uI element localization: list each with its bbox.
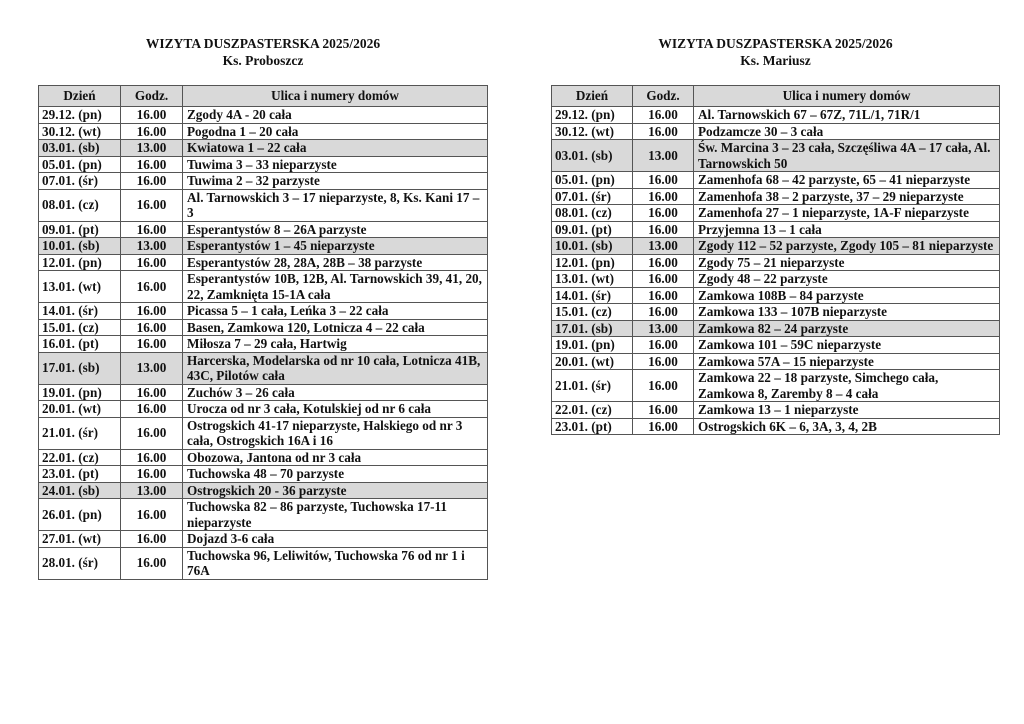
cell-time: 16.00 [633, 254, 694, 271]
cell-time: 16.00 [121, 173, 183, 190]
table-row [39, 352, 488, 384]
cell-time: 16.00 [633, 271, 694, 288]
cell-address: Zuchów 3 – 26 cała [183, 384, 488, 401]
cell-address: Esperantystów 28, 28A, 28B – 38 parzyste [183, 254, 488, 271]
cell-address: Zgody 48 – 22 parzyste [694, 271, 1000, 288]
cell-time: 16.00 [633, 304, 694, 321]
cell-address: Pogodna 1 – 20 cała [183, 123, 488, 140]
table-row [39, 336, 488, 353]
cell-time: 16.00 [121, 336, 183, 353]
cell-time: 16.00 [121, 189, 183, 221]
cell-time: 13.00 [121, 352, 183, 384]
cell-address: Zamkowa 101 – 59C nieparzyste [694, 337, 1000, 354]
cell-address: Kwiatowa 1 – 22 cała [183, 140, 488, 157]
cell-time: 13.00 [121, 140, 183, 157]
cell-day: 29.12. (pn) [552, 107, 633, 124]
table-row [39, 156, 488, 173]
table-header-row [39, 86, 488, 107]
cell-time: 16.00 [633, 287, 694, 304]
table-row [39, 189, 488, 221]
cell-day: 12.01. (pn) [39, 254, 121, 271]
cell-address: Picassa 5 – 1 cała, Leńka 3 – 22 cała [183, 303, 488, 320]
cell-time: 16.00 [121, 123, 183, 140]
cell-day: 05.01. (pn) [552, 172, 633, 189]
cell-address: Tuchowska 82 – 86 parzyste, Tuchowska 17-11 nieparzyste [183, 499, 488, 531]
cell-day: 23.01. (pt) [552, 418, 633, 435]
table-row [39, 547, 488, 579]
cell-address: Esperantystów 10B, 12B, Al. Tarnowskich 39, 41, 20, 22, Zamknięta 15-1A cała [183, 271, 488, 303]
schedule-title: WIZYTA DUSZPASTERSKA 2025/2026 [145, 36, 381, 51]
table-row [552, 140, 1000, 172]
cell-day: 09.01. (pt) [39, 221, 121, 238]
cell-time: 16.00 [121, 384, 183, 401]
cell-day: 26.01. (pn) [39, 499, 121, 531]
cell-address: Tuchowska 96, Leliwitów, Tuchowska 76 od nr 1 i 76A [183, 547, 488, 579]
schedule-title: WIZYTA DUSZPASTERSKA 2025/2026 [658, 36, 893, 51]
table-row [552, 254, 1000, 271]
table-row [552, 221, 1000, 238]
column-header-address: Ulica i numery domów [183, 86, 488, 107]
schedule-priest: Ks. Mariusz [740, 53, 811, 68]
table-row [552, 337, 1000, 354]
cell-time: 16.00 [633, 172, 694, 189]
cell-day: 19.01. (pn) [552, 337, 633, 354]
schedule-priest: Ks. Proboszcz [222, 53, 304, 68]
cell-address: Zamenhofa 38 – 2 parzyste, 37 – 29 nieparzyste [694, 188, 1000, 205]
cell-time: 16.00 [121, 401, 183, 418]
cell-address: Zgody 4A - 20 cała [183, 107, 488, 124]
cell-address: Zamkowa 13 – 1 nieparzyste [694, 402, 1000, 419]
cell-time: 13.00 [633, 140, 694, 172]
cell-address: Podzamcze 30 – 3 cała [694, 123, 1000, 140]
cell-address: Urocza od nr 3 cała, Kotulskiej od nr 6 cała [183, 401, 488, 418]
cell-time: 16.00 [121, 449, 183, 466]
cell-time: 13.00 [633, 320, 694, 337]
cell-day: 23.01. (pt) [39, 466, 121, 483]
cell-day: 28.01. (śr) [39, 547, 121, 579]
cell-address: Zamkowa 57A – 15 nieparzyste [694, 353, 1000, 370]
table-row [552, 238, 1000, 255]
cell-time: 16.00 [121, 547, 183, 579]
table-row [39, 449, 488, 466]
cell-time: 16.00 [633, 205, 694, 222]
column-header-day: Dzień [552, 86, 633, 107]
table-row [39, 173, 488, 190]
cell-time: 16.00 [633, 353, 694, 370]
cell-address: Zamenhofa 68 – 42 parzyste, 65 – 41 nieparzyste [694, 172, 1000, 189]
cell-address: Zamkowa 22 – 18 parzyste, Simchego cała, Zamkowa 8, Zaremby 8 – 4 cała [694, 370, 1000, 402]
cell-day: 19.01. (pn) [39, 384, 121, 401]
cell-time: 16.00 [633, 418, 694, 435]
cell-day: 16.01. (pt) [39, 336, 121, 353]
table-row [39, 271, 488, 303]
table-header-row [552, 86, 1000, 107]
schedule-table [551, 85, 1000, 435]
cell-time: 16.00 [633, 188, 694, 205]
cell-day: 15.01. (cz) [39, 319, 121, 336]
table-row [552, 418, 1000, 435]
schedule-heading [551, 35, 1000, 69]
cell-time: 16.00 [633, 370, 694, 402]
table-row [39, 123, 488, 140]
table-row [39, 417, 488, 449]
column-header-time: Godz. [633, 86, 694, 107]
cell-time: 16.00 [633, 123, 694, 140]
cell-time: 16.00 [633, 107, 694, 124]
table-row [552, 205, 1000, 222]
cell-address: Tuwima 2 – 32 parzyste [183, 173, 488, 190]
cell-time: 16.00 [121, 271, 183, 303]
cell-time: 16.00 [121, 319, 183, 336]
schedule-heading [38, 35, 488, 69]
table-row [39, 482, 488, 499]
cell-day: 10.01. (sb) [552, 238, 633, 255]
cell-day: 14.01. (śr) [552, 287, 633, 304]
cell-day: 13.01. (wt) [552, 271, 633, 288]
table-row [552, 370, 1000, 402]
table-row [552, 107, 1000, 124]
table-row [39, 319, 488, 336]
cell-day: 30.12. (wt) [39, 123, 121, 140]
cell-day: 20.01. (wt) [552, 353, 633, 370]
table-row [39, 238, 488, 255]
cell-day: 29.12. (pn) [39, 107, 121, 124]
cell-day: 21.01. (śr) [552, 370, 633, 402]
cell-day: 27.01. (wt) [39, 531, 121, 548]
table-row [39, 499, 488, 531]
cell-time: 16.00 [121, 303, 183, 320]
cell-day: 10.01. (sb) [39, 238, 121, 255]
cell-address: Zgody 112 – 52 parzyste, Zgody 105 – 81 nieparzyste [694, 238, 1000, 255]
cell-day: 03.01. (sb) [552, 140, 633, 172]
cell-day: 22.01. (cz) [39, 449, 121, 466]
cell-time: 16.00 [633, 402, 694, 419]
cell-time: 16.00 [121, 531, 183, 548]
cell-day: 30.12. (wt) [552, 123, 633, 140]
cell-time: 16.00 [121, 107, 183, 124]
table-row [39, 531, 488, 548]
cell-address: Miłosza 7 – 29 cała, Hartwig [183, 336, 488, 353]
cell-day: 20.01. (wt) [39, 401, 121, 418]
cell-time: 16.00 [121, 156, 183, 173]
cell-time: 13.00 [633, 238, 694, 255]
cell-address: Ostrogskich 20 - 36 parzyste [183, 482, 488, 499]
cell-time: 13.00 [121, 238, 183, 255]
cell-address: Ostrogskich 41-17 nieparzyste, Halskiego od nr 3 cała, Ostrogskich 16A i 16 [183, 417, 488, 449]
cell-day: 12.01. (pn) [552, 254, 633, 271]
cell-time: 13.00 [121, 482, 183, 499]
cell-address: Zgody 75 – 21 nieparzyste [694, 254, 1000, 271]
table-row [39, 107, 488, 124]
schedule-table [38, 85, 488, 580]
cell-address: Obozowa, Jantona od nr 3 cała [183, 449, 488, 466]
cell-address: Przyjemna 13 – 1 cała [694, 221, 1000, 238]
table-row [39, 401, 488, 418]
cell-address: Zamkowa 133 – 107B nieparzyste [694, 304, 1000, 321]
table-row [552, 353, 1000, 370]
table-row [552, 188, 1000, 205]
table-row [552, 320, 1000, 337]
cell-day: 15.01. (cz) [552, 304, 633, 321]
table-row [552, 123, 1000, 140]
cell-day: 03.01. (sb) [39, 140, 121, 157]
cell-address: Harcerska, Modelarska od nr 10 cała, Lotnicza 41B, 43C, Pilotów cała [183, 352, 488, 384]
cell-day: 05.01. (pn) [39, 156, 121, 173]
table-row [39, 466, 488, 483]
cell-day: 14.01. (śr) [39, 303, 121, 320]
cell-address: Esperantystów 8 – 26A parzyste [183, 221, 488, 238]
cell-address: Zamkowa 82 – 24 parzyste [694, 320, 1000, 337]
cell-address: Św. Marcina 3 – 23 cała, Szczęśliwa 4A – 17 cała, Al. Tarnowskich 50 [694, 140, 1000, 172]
table-row [552, 271, 1000, 288]
cell-address: Al. Tarnowskich 3 – 17 nieparzyste, 8, Ks. Kani 17 – 3 [183, 189, 488, 221]
table-row [552, 402, 1000, 419]
table-row [552, 287, 1000, 304]
cell-time: 16.00 [121, 466, 183, 483]
cell-day: 24.01. (sb) [39, 482, 121, 499]
cell-address: Zamenhofa 27 – 1 nieparzyste, 1A-F nieparzyste [694, 205, 1000, 222]
cell-day: 17.01. (sb) [39, 352, 121, 384]
cell-day: 07.01. (śr) [39, 173, 121, 190]
cell-day: 07.01. (śr) [552, 188, 633, 205]
cell-address: Zamkowa 108B – 84 parzyste [694, 287, 1000, 304]
cell-time: 16.00 [121, 221, 183, 238]
cell-time: 16.00 [633, 221, 694, 238]
cell-day: 22.01. (cz) [552, 402, 633, 419]
cell-address: Dojazd 3-6 cała [183, 531, 488, 548]
table-row [552, 304, 1000, 321]
column-header-address: Ulica i numery domów [694, 86, 1000, 107]
cell-address: Esperantystów 1 – 45 nieparzyste [183, 238, 488, 255]
cell-day: 09.01. (pt) [552, 221, 633, 238]
cell-day: 08.01. (cz) [39, 189, 121, 221]
cell-address: Basen, Zamkowa 120, Lotnicza 4 – 22 cała [183, 319, 488, 336]
cell-address: Al. Tarnowskich 67 – 67Z, 71L/1, 71R/1 [694, 107, 1000, 124]
cell-address: Tuchowska 48 – 70 parzyste [183, 466, 488, 483]
cell-day: 08.01. (cz) [552, 205, 633, 222]
table-row [39, 303, 488, 320]
cell-time: 16.00 [121, 254, 183, 271]
table-row [39, 221, 488, 238]
cell-address: Ostrogskich 6K – 6, 3A, 3, 4, 2B [694, 418, 1000, 435]
column-header-day: Dzień [39, 86, 121, 107]
cell-day: 17.01. (sb) [552, 320, 633, 337]
cell-address: Tuwima 3 – 33 nieparzyste [183, 156, 488, 173]
cell-time: 16.00 [121, 499, 183, 531]
cell-time: 16.00 [121, 417, 183, 449]
table-row [552, 172, 1000, 189]
cell-day: 13.01. (wt) [39, 271, 121, 303]
column-header-time: Godz. [121, 86, 183, 107]
cell-day: 21.01. (śr) [39, 417, 121, 449]
table-row [39, 254, 488, 271]
table-row [39, 384, 488, 401]
table-row [39, 140, 488, 157]
cell-time: 16.00 [633, 337, 694, 354]
